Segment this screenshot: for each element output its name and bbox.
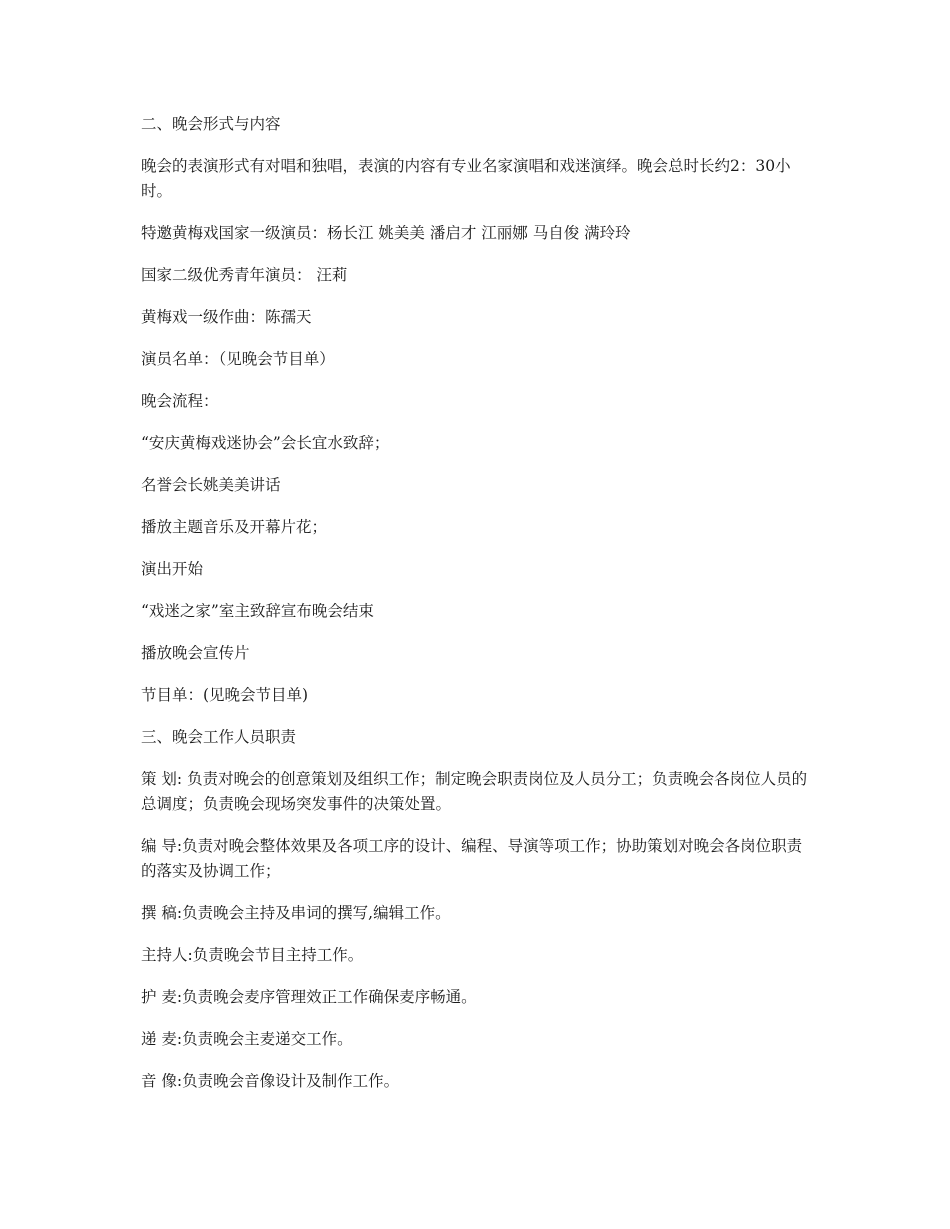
duty-mic-delivery: 递 麦:负责晚会主麦递交工作。 [141,1030,353,1048]
duty-directing: 编 导:负责对晚会整体效果及各项工序的设计、编程、导演等项工作；协助策划对晚会各岗位职责的落实及协调工作； [141,837,803,880]
section-heading-form-content: 二、晚会形式与内容 [141,115,281,133]
flow-item-promo-video: 播放晚会宣传片 [141,644,250,662]
paragraph-composer: 黄梅戏一级作曲：陈孺天 [141,308,312,326]
flow-item-honorary-speech: 名誉会长姚美美讲话 [141,476,281,494]
duty-host: 主持人:负责晚会节目主持工作。 [141,946,364,964]
flow-item-closing-speech: “戏迷之家”室主致辞宣布晚会结束 [141,602,374,620]
paragraph-guest-performers: 特邀黄梅戏国家一级演员：杨长江 姚美美 潘启才 江丽娜 马自俊 满玲玲 [141,224,631,242]
paragraph-program-flow-label: 晚会流程： [141,392,219,410]
section-heading-staff-duties: 三、晚会工作人员职责 [141,728,297,746]
document-body [141,112,813,1111]
duty-mic-management: 护 麦:负责晚会麦序管理效正工作确保麦序畅通。 [141,988,477,1006]
paragraph-cast-list: 演员名单：（见晚会节目单） [141,350,335,368]
flow-item-theme-music: 播放主题音乐及开幕片花； [141,518,328,536]
duty-planning: 策 划: 负责对晚会的创意策划及组织工作；制定晚会职责岗位及人员分工；负责晚会各岗位人员的总调度；负责晚会现场突发事件的决策处置。 [141,770,808,813]
paragraph-program-list: 节目单：(见晚会节目单) [141,686,309,704]
paragraph-young-performer: 国家二级优秀青年演员： 汪莉 [141,266,348,284]
flow-item-show-start: 演出开始 [141,560,204,578]
flow-item-opening-speech: “安庆黄梅戏迷协会”会长宜水致辞； [141,434,390,452]
duty-audio-video: 音 像:负责晚会音像设计及制作工作。 [141,1072,400,1090]
duty-script-writing: 撰 稿:负责晚会主持及串词的撰写,编辑工作。 [141,904,451,922]
paragraph-performance-form: 晚会的表演形式有对唱和独唱，表演的内容有专业名家演唱和戏迷演绎。晚会总时长约2：30小时。 [141,157,791,200]
